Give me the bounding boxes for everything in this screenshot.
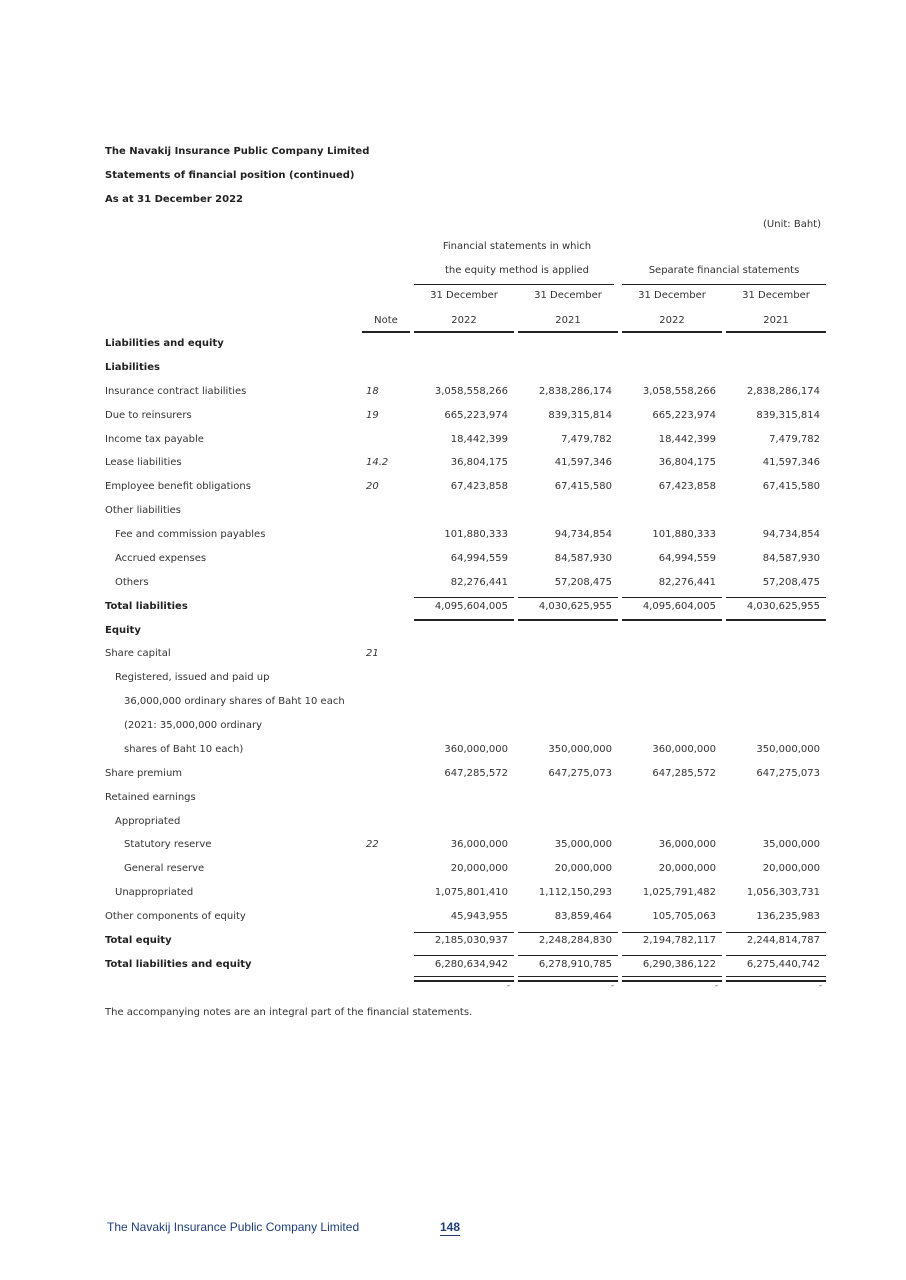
- header-rule-col1: [414, 331, 514, 333]
- total-liabilities-rule-col2: [518, 597, 618, 598]
- row-value-col3: 67,423,858: [658, 481, 716, 493]
- row-value-col4: 41,597,346: [762, 457, 820, 469]
- check-dash-col3: -: [714, 981, 718, 991]
- row-value-col1: 64,994,559: [450, 552, 508, 564]
- row-label: Fee and commission payables: [115, 529, 266, 541]
- total-equity-rule-col1: [414, 932, 514, 933]
- row-value-col3: 360,000,000: [652, 743, 716, 755]
- table-row: [0, 434, 906, 458]
- row-value-col1: 18,442,399: [450, 433, 508, 445]
- row-value-col3: 647,285,572: [652, 767, 716, 779]
- footnote: The accompanying notes are an integral part of the financial statements.: [105, 1007, 473, 1018]
- row-label: Appropriated: [115, 815, 181, 827]
- group-underline-consolidated: [414, 284, 614, 285]
- row-value-col1: 1,075,801,410: [434, 887, 508, 899]
- row-value-col4: 94,734,854: [762, 529, 820, 541]
- row-label: Share capital: [105, 648, 171, 660]
- total-liabilities-underline-col2: [518, 619, 618, 621]
- row-value-col2: 2,838,286,174: [538, 385, 612, 397]
- unit-label: (Unit: Baht): [763, 219, 821, 230]
- row-label: Liabilities and equity: [105, 338, 224, 349]
- row-value-col2: 84,587,930: [554, 552, 612, 564]
- total-equity-underline-col2: [518, 955, 618, 956]
- col1-header-top: 31 December: [430, 290, 498, 301]
- row-label: Total equity: [105, 935, 172, 946]
- row-note: 19: [366, 409, 379, 421]
- statement-title: Statements of financial position (continued): [105, 170, 355, 181]
- row-value-col3: 3,058,558,266: [642, 385, 716, 397]
- row-value-col2: 2,248,284,830: [538, 935, 612, 946]
- row-value-col1: 360,000,000: [444, 743, 508, 755]
- row-value-col4: 647,275,073: [756, 767, 820, 779]
- row-label: Others: [115, 576, 149, 588]
- row-value-col2: 647,275,073: [548, 767, 612, 779]
- row-note: 18: [366, 385, 379, 397]
- row-value-col1: 4,095,604,005: [434, 600, 508, 612]
- check-dash-col1: -: [506, 981, 510, 991]
- row-value-col1: 2,185,030,937: [434, 935, 508, 946]
- row-value-col1: 82,276,441: [450, 576, 508, 588]
- row-label: Equity: [105, 624, 141, 636]
- row-value-col1: 3,058,558,266: [434, 385, 508, 397]
- row-label: Liabilities: [105, 361, 160, 373]
- col2-header-year: 2021: [555, 315, 581, 326]
- row-value-col4: 350,000,000: [756, 743, 820, 755]
- total-equity-rule-col2: [518, 932, 618, 933]
- page-footer-company: The Navakij Insurance Public Company Limited: [107, 1220, 360, 1234]
- row-value-col1: 101,880,333: [444, 529, 508, 541]
- row-label: General reserve: [124, 863, 205, 875]
- table-row: [0, 839, 906, 863]
- row-value-col3: 36,000,000: [658, 839, 716, 851]
- total-liabilities-rule-col3: [622, 597, 722, 598]
- row-value-col4: 6,275,440,742: [746, 958, 820, 970]
- row-value-col4: 4,030,625,955: [746, 600, 820, 612]
- row-value-col1: 20,000,000: [450, 863, 508, 875]
- row-value-col4: 2,838,286,174: [746, 385, 820, 397]
- table-row: [0, 457, 906, 481]
- table-row: [0, 792, 906, 816]
- total-liabilities-rule-col4: [726, 597, 826, 598]
- row-value-col1: 36,804,175: [450, 457, 508, 469]
- header-rule-col2: [518, 331, 618, 333]
- row-label: 36,000,000 ordinary shares of Baht 10 each: [124, 696, 345, 708]
- table-row: [0, 863, 906, 887]
- col3-header-year: 2022: [659, 315, 685, 326]
- row-value-col3: 665,223,974: [652, 409, 716, 421]
- row-label: Insurance contract liabilities: [105, 385, 247, 397]
- row-value-col4: 57,208,475: [762, 576, 820, 588]
- row-value-col3: 105,705,063: [652, 911, 716, 923]
- total-liabilities-underline-col1: [414, 619, 514, 621]
- row-value-col1: 36,000,000: [450, 839, 508, 851]
- header-rule-col4: [726, 331, 826, 333]
- table-row: [0, 410, 906, 434]
- table-row: [0, 672, 906, 696]
- row-label: Accrued expenses: [115, 552, 207, 564]
- row-value-col1: 665,223,974: [444, 409, 508, 421]
- statement-date: As at 31 December 2022: [105, 194, 243, 205]
- row-value-col3: 18,442,399: [658, 433, 716, 445]
- row-value-col3: 1,025,791,482: [642, 887, 716, 899]
- row-label: Unappropriated: [115, 887, 194, 899]
- row-value-col1: 6,280,634,942: [434, 958, 508, 970]
- row-label: (2021: 35,000,000 ordinary: [124, 720, 263, 732]
- row-label: Due to reinsurers: [105, 409, 192, 421]
- table-row: [0, 768, 906, 792]
- row-value-col2: 1,112,150,293: [538, 887, 612, 899]
- company-name: The Navakij Insurance Public Company Limited: [105, 146, 370, 157]
- table-row: [0, 816, 906, 840]
- header-rule-col3: [622, 331, 722, 333]
- total-liabilities-underline-col3: [622, 619, 722, 621]
- row-value-col2: 94,734,854: [554, 529, 612, 541]
- header-rule-note: [362, 331, 410, 333]
- total-equity-rule-col4: [726, 932, 826, 933]
- row-value-col1: 67,423,858: [450, 481, 508, 493]
- check-dash-col4: -: [818, 981, 822, 991]
- group-separate: Separate financial statements: [648, 265, 800, 276]
- col4-header-top: 31 December: [742, 290, 810, 301]
- page-number: 148: [440, 1220, 461, 1234]
- row-value-col4: 7,479,782: [769, 433, 820, 445]
- group-underline-separate: [622, 284, 826, 285]
- total-equity-underline-col4: [726, 955, 826, 956]
- row-label: Retained earnings: [105, 791, 196, 803]
- row-value-col2: 83,859,464: [554, 911, 612, 923]
- row-note: 22: [366, 839, 379, 851]
- row-label: Income tax payable: [105, 433, 204, 445]
- row-value-col2: 57,208,475: [554, 576, 612, 588]
- row-value-col1: 647,285,572: [444, 767, 508, 779]
- row-value-col4: 136,235,983: [756, 911, 820, 923]
- check-dash-col2: -: [610, 981, 614, 991]
- row-value-col1: 45,943,955: [450, 911, 508, 923]
- table-row: [0, 386, 906, 410]
- total-equity-underline-col1: [414, 955, 514, 956]
- row-label: Total liabilities and equity: [105, 958, 252, 970]
- row-note: 21: [366, 648, 379, 660]
- row-value-col2: 839,315,814: [548, 409, 612, 421]
- row-value-col2: 7,479,782: [561, 433, 612, 445]
- row-value-col2: 41,597,346: [554, 457, 612, 469]
- row-value-col4: 67,415,580: [762, 481, 820, 493]
- row-value-col4: 35,000,000: [762, 839, 820, 851]
- note-header: Note: [374, 315, 398, 326]
- table-row: [0, 362, 906, 386]
- col1-header-year: 2022: [451, 315, 477, 326]
- row-note: 14.2: [366, 457, 389, 469]
- col3-header-top: 31 December: [638, 290, 706, 301]
- total-equity-rule-col3: [622, 932, 722, 933]
- row-value-col2: 350,000,000: [548, 743, 612, 755]
- total-liabilities-underline-col4: [726, 619, 826, 621]
- table-row: [0, 744, 906, 768]
- row-value-col4: 2,244,814,787: [746, 935, 820, 946]
- row-value-col3: 2,194,782,117: [642, 935, 716, 946]
- row-label: Lease liabilities: [105, 457, 182, 469]
- table-row: [0, 625, 906, 649]
- table-row: [0, 887, 906, 911]
- row-label: Share premium: [105, 767, 183, 779]
- total-equity-underline-col3: [622, 955, 722, 956]
- row-value-col4: 839,315,814: [756, 409, 820, 421]
- group-consolidated-line2: the equity method is applied: [444, 265, 590, 276]
- row-value-col4: 84,587,930: [762, 552, 820, 564]
- group-consolidated-line1: Financial statements in which: [442, 241, 592, 252]
- row-label: Statutory reserve: [124, 839, 212, 851]
- total-liabilities-rule-col1: [414, 597, 514, 598]
- row-value-col2: 67,415,580: [554, 481, 612, 493]
- row-note: 20: [366, 481, 379, 493]
- table-row: [0, 481, 906, 505]
- row-value-col4: 1,056,303,731: [746, 887, 820, 899]
- row-value-col3: 36,804,175: [658, 457, 716, 469]
- row-value-col3: 4,095,604,005: [642, 600, 716, 612]
- table-row: [0, 648, 906, 672]
- row-label: Other liabilities: [105, 505, 182, 517]
- table-row: [0, 601, 906, 625]
- row-label: Total liabilities: [105, 600, 188, 612]
- table-row: [0, 529, 906, 553]
- table-row: [0, 720, 906, 744]
- table-row: [0, 696, 906, 720]
- row-value-col2: 6,278,910,785: [538, 958, 612, 970]
- row-label: Registered, issued and paid up: [115, 672, 270, 684]
- row-value-col2: 4,030,625,955: [538, 600, 612, 612]
- row-value-col3: 20,000,000: [658, 863, 716, 875]
- row-value-col3: 6,290,386,122: [642, 958, 716, 970]
- col4-header-year: 2021: [763, 315, 789, 326]
- row-value-col2: 35,000,000: [554, 839, 612, 851]
- row-value-col3: 101,880,333: [652, 529, 716, 541]
- table-row: [0, 553, 906, 577]
- table-row: [0, 338, 906, 362]
- row-label: shares of Baht 10 each): [124, 743, 244, 755]
- row-value-col3: 64,994,559: [658, 552, 716, 564]
- col2-header-top: 31 December: [534, 290, 602, 301]
- table-row: [0, 505, 906, 529]
- row-value-col2: 20,000,000: [554, 863, 612, 875]
- row-label: Employee benefit obligations: [105, 481, 251, 493]
- row-value-col3: 82,276,441: [658, 576, 716, 588]
- row-label: Other components of equity: [105, 911, 246, 923]
- row-value-col4: 20,000,000: [762, 863, 820, 875]
